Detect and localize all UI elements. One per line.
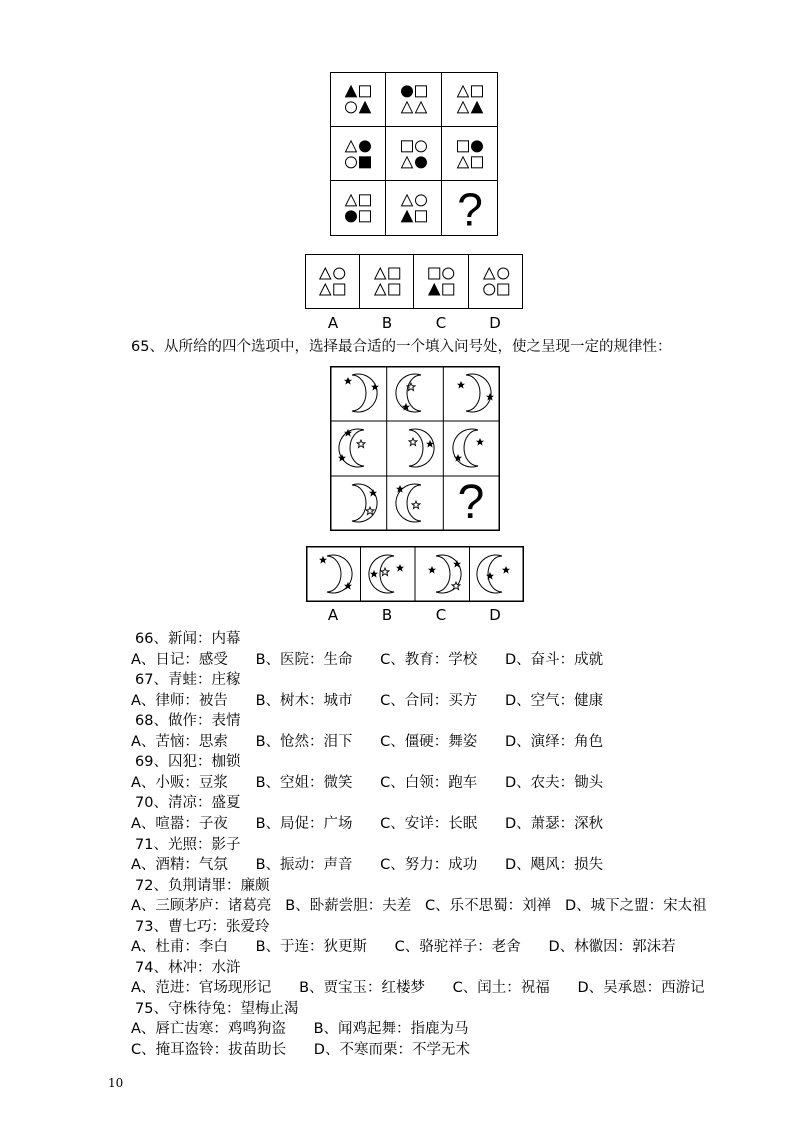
q65-question-mark: ?	[457, 476, 485, 529]
q64-cell-4	[330, 127, 386, 182]
question-stem: 75、守株待兔：望梅止渴	[135, 1000, 299, 1017]
q65-label-c[interactable]: C	[435, 606, 447, 624]
question-options[interactable]: A、杜甫：李白 B、于连：狄更斯 C、骆驼祥子：老舍 D、林徽因：郭沫若	[131, 939, 676, 956]
q64-cell-6	[442, 127, 498, 182]
question-options[interactable]: A、范进：官场现形记 B、贾宝玉：红楼梦 C、闰土：祝福 D、吴承恩：西游记	[131, 980, 705, 997]
q65-option-c	[428, 555, 461, 593]
q65-option-a	[319, 555, 352, 593]
q64-label-b[interactable]: B	[381, 314, 393, 332]
q64-cell-7	[330, 181, 386, 236]
q64-option-a[interactable]	[305, 254, 360, 309]
question-stem: 74、林冲：水浒	[135, 959, 241, 976]
question-options[interactable]: A、小贩：豆浆 B、空姐：微笑 C、白领：跑车 D、农夫：锄头	[131, 774, 604, 791]
q64-label-a[interactable]: A	[327, 314, 339, 332]
q65-label-a[interactable]: A	[327, 606, 339, 624]
question-options[interactable]: A、唇亡齿寒：鸡鸣狗盗 B、闻鸡起舞：指鹿为马	[131, 1021, 469, 1038]
q64-cell-2	[386, 72, 442, 127]
question-options[interactable]: A、律师：被告 B、树木：城市 C、合同：买方 D、空气：健康	[131, 692, 604, 709]
q64-cell-1	[330, 72, 386, 127]
question-stem: 70、清凉：盛夏	[135, 795, 241, 812]
question-stem: 69、囚犯：枷锁	[135, 754, 241, 771]
question-stem: 72、负荆请罪：廉颇	[135, 877, 270, 894]
q64-cell-3	[442, 72, 498, 127]
q64-option-c[interactable]	[414, 254, 469, 309]
q65-label-d[interactable]: D	[489, 606, 501, 624]
svg-text:?: ?	[457, 183, 483, 236]
question-stem: 67、青蛙：庄稼	[135, 672, 241, 689]
question-options[interactable]: A、日记：感受 B、医院：生命 C、教育：学校 D、奋斗：成就	[131, 651, 604, 668]
q65-cell-2	[396, 374, 421, 412]
q65-cell-4	[338, 429, 365, 467]
q64-cell-5	[386, 127, 442, 182]
q65-option-b	[369, 555, 404, 593]
q65-cell-6	[453, 429, 484, 467]
q64-cell-9	[442, 181, 498, 236]
question-options[interactable]: A、苦恼：思索 B、怆然：泪下 C、僵硬：舞姿 D、演绎：角色	[131, 733, 604, 750]
question-options[interactable]: A、喧嚣：子夜 B、局促：广场 C、安详：长眠 D、萧瑟：深秋	[131, 815, 604, 832]
question-stem: 66、新闻：内幕	[135, 631, 241, 647]
q65-label-b[interactable]: B	[381, 606, 393, 624]
q64-cell-8	[386, 181, 442, 236]
q64-label-d[interactable]: D	[489, 314, 501, 332]
q65-cell-5	[409, 429, 434, 467]
q65-option-d	[477, 555, 510, 593]
question-options[interactable]: C、掩耳盗铃：拔苗助长 D、不寒而栗：不学无术	[131, 1042, 470, 1058]
question-stem: 73、曹七巧：张爱玲	[135, 918, 270, 935]
q64-option-d[interactable]	[469, 254, 524, 309]
question-options[interactable]: A、酒精：气氛 B、振动：声音 C、努力：成功 D、飓风：损失	[131, 857, 604, 874]
q65-cell-1	[344, 374, 379, 412]
q65-matrix	[330, 366, 500, 531]
page-number: 10	[108, 1076, 124, 1090]
q65-options-strip	[306, 546, 524, 602]
q64-option-b[interactable]	[360, 254, 415, 309]
q65-cell-7	[352, 484, 377, 522]
question-stem: 71、光照：影子	[135, 836, 241, 853]
q65-title: 65、从所给的四个选项中，选择最合适的一个填入问号处，使之呈现一定的规律性：	[131, 339, 672, 355]
q65-cell-3	[457, 374, 494, 412]
q64-label-c[interactable]: C	[435, 314, 447, 332]
question-options[interactable]: A、三顾茅庐：诸葛亮 B、卧薪尝胆：夫差 C、乐不思蜀：刘禅 D、城下之盟：宋太祖	[131, 898, 707, 915]
q65-cell-8	[396, 484, 421, 522]
question-stem: 68、做作：表情	[135, 713, 241, 730]
